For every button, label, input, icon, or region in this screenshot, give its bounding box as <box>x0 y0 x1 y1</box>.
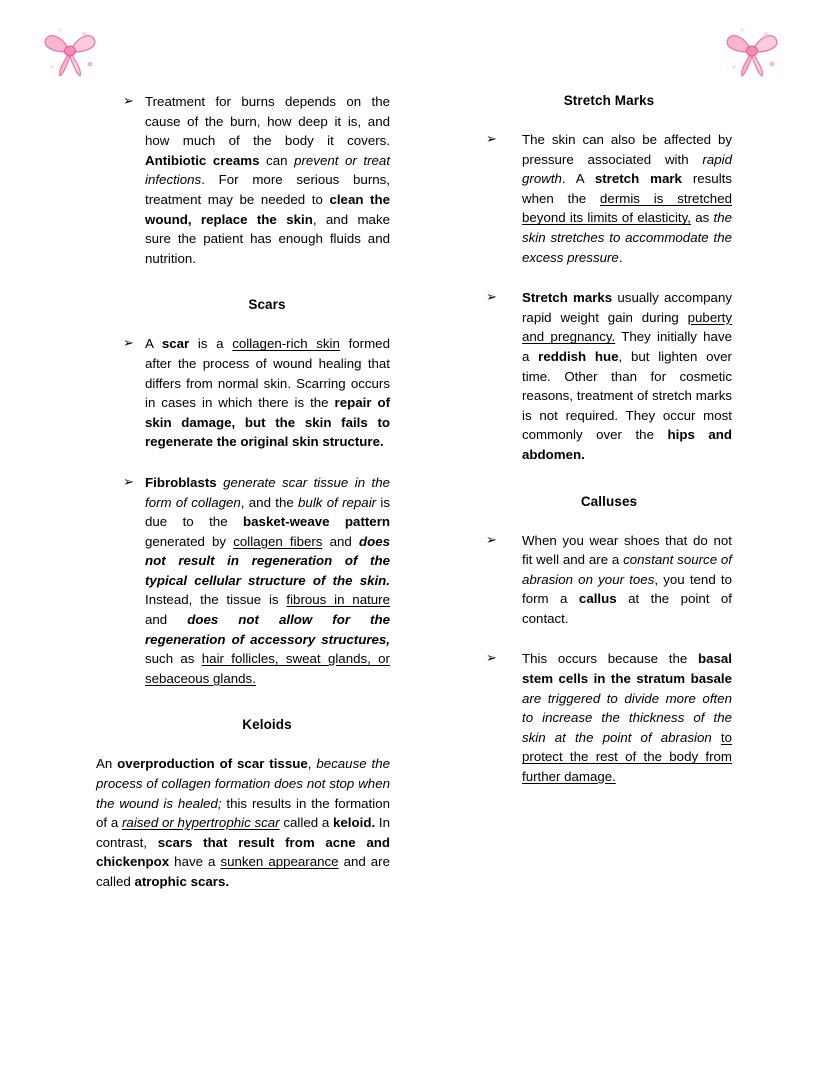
arrow-bullet-icon: ➢ <box>123 336 134 352</box>
arrow-bullet-icon: ➢ <box>486 651 497 667</box>
bullet-text: When you wear shoes that do not fit well and are a constant source of abrasion on your toes, you tend to form a callus at the point of contact. <box>522 532 732 626</box>
bow-icon <box>38 20 102 84</box>
heading-stretch-marks: Stretch Marks <box>563 93 655 108</box>
bullet-burns-treatment <box>96 92 390 268</box>
arrow-bullet-icon: ➢ <box>486 532 497 548</box>
right-column <box>486 92 732 787</box>
bullet-callus-formation <box>486 531 732 629</box>
bullet-fibroblasts <box>96 473 390 689</box>
arrow-bullet-icon: ➢ <box>486 290 497 306</box>
bullet-text: This occurs because the basal stem cells in the stratum basale are triggered to divide more often to increase the thickness of the skin at the point of abrasion to protect the rest of the body from further damage. <box>522 651 732 785</box>
spacer <box>486 109 732 130</box>
bullet-text: Stretch marks usually accompany rapid weight gain during puberty and pregnancy. They initially have a reddish hue, but lighten over time. Other than for cosmetic reasons, treatment of stretch marks is not required. They occur most commonly over the hips and abdomen. <box>522 290 732 462</box>
bullet-scar-definition <box>96 334 390 452</box>
bullet-stretch-marks-causes <box>486 288 732 464</box>
spacer <box>486 465 732 493</box>
arrow-bullet-icon: ➢ <box>123 474 134 490</box>
paragraph-keloids: An overproduction of scar tissue, because the process of collagen formation does not stop when the wound is healed; this results in the formation of a raised or hypertrophic scar called a keloid. In contrast, scars that result from acne and chickenpox have a sunken appearance and are called atrophic scars. <box>96 756 391 889</box>
bullet-stretch-mark-definition <box>486 130 732 267</box>
spacer <box>96 733 390 754</box>
heading-scars: Scars <box>248 297 286 313</box>
bullet-text: The skin can also be affected by pressure associated with rapid growth. A stretch mark results when the dermis is stretched beyond its limits of elasticity, as the skin stretches to accommodate the excess pressure. <box>522 132 732 265</box>
spacer <box>486 267 732 288</box>
spacer <box>96 452 390 473</box>
left-column <box>96 92 390 892</box>
arrow-bullet-icon: ➢ <box>486 132 497 147</box>
spacer <box>486 628 732 649</box>
bullet-text: Fibroblasts generate scar tissue in the form of collagen, and the bulk of repair is due to the basket-weave pattern generated by collagen fibers and does not result in regeneration of the typical cellular structure of the skin. Instead, the tissue is fibrous in nature and does not allow for the regeneration of accessory structures, such as hair follicles, sweat glands, or sebaceous glands. <box>145 474 391 686</box>
arrow-bullet-icon: ➢ <box>123 94 134 109</box>
heading-calluses: Calluses <box>580 493 638 509</box>
bullet-callus-mechanism <box>486 649 732 786</box>
heading-keloids: Keloids <box>242 717 292 733</box>
bullet-text: A scar is a collagen-rich skin formed after the process of wound healing that differs from normal skin. Scarring occurs in cases in which there is the repair of skin damage, but the skin fails to regenerate the original skin structure. <box>145 336 390 450</box>
spacer <box>96 268 390 296</box>
spacer <box>486 510 732 531</box>
spacer <box>96 313 390 334</box>
spacer <box>96 688 390 716</box>
bow-icon <box>720 20 784 84</box>
bullet-text: Treatment for burns depends on the cause of the burn, how deep it is, and how much of the body it covers. Antibiotic creams can prevent or treat infections. For more serious burns, treatment may be needed to clean the wound, replace the skin, and make sure the patient has enough fluids and nutrition. <box>145 94 391 266</box>
